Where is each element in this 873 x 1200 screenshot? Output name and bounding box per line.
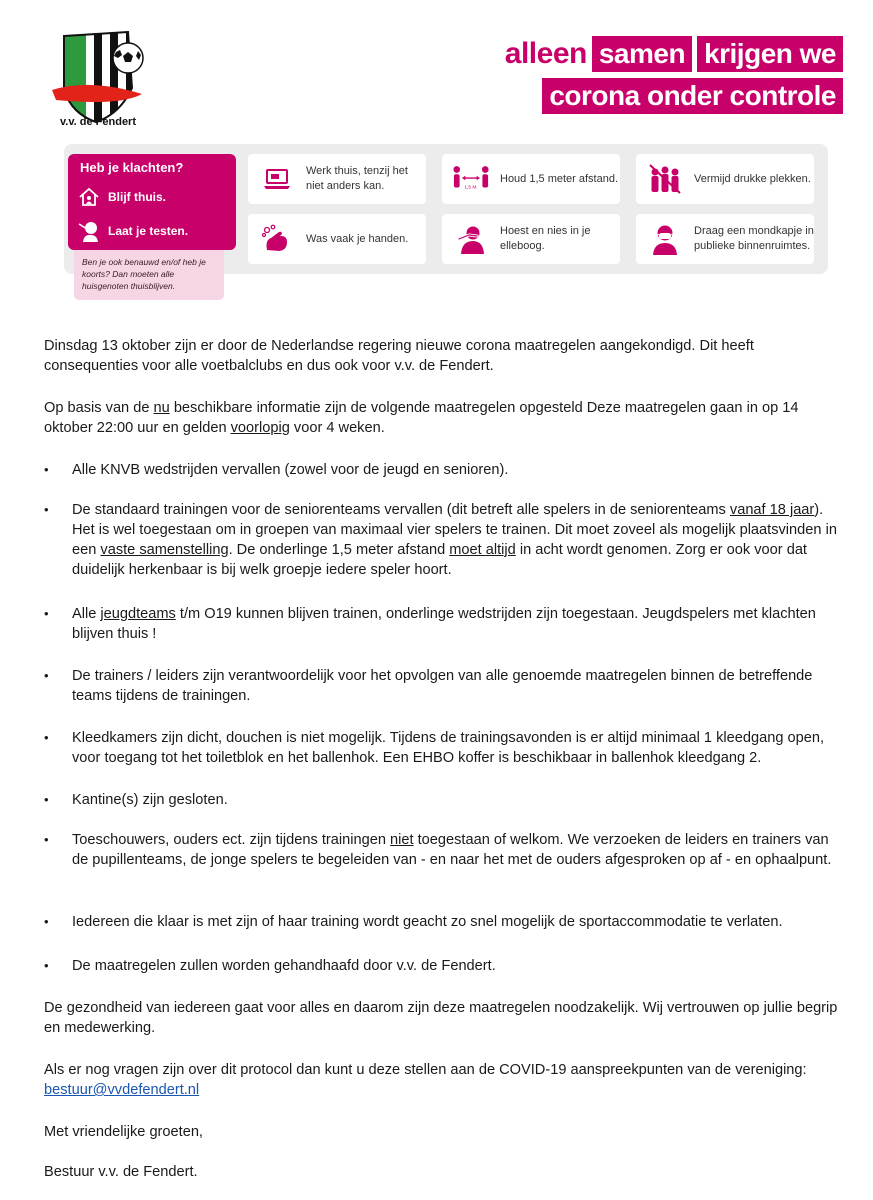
club-crest-icon: [50, 28, 150, 124]
bullet-youth-teams-text: [72, 604, 844, 644]
bullet-icon: •: [44, 668, 49, 683]
face-mask-icon: [646, 220, 684, 258]
slogan-box-krijgen-we: krijgen we: [697, 36, 843, 72]
slogan-banner: [483, 36, 843, 120]
bullet-senior-training-text: [72, 500, 844, 580]
tip-wash-hands: [248, 214, 426, 264]
bullet-enforcement-text: De maatregelen zullen worden gehandhaafd door v.v. de Fendert.: [72, 958, 496, 974]
distance-icon: [452, 160, 490, 198]
get-tested-text: Laat je testen.: [108, 224, 189, 238]
test-swab-icon: [78, 220, 100, 242]
email-link[interactable]: bestuur@vvdefendert.nl: [44, 1082, 200, 1098]
basis-paragraph: [44, 398, 844, 438]
bullet-knvb: [44, 460, 844, 480]
underlined-moet-altijd: moet altijd: [449, 542, 516, 558]
tip-face-mask: [636, 214, 814, 264]
slogan-box-samen: samen: [592, 36, 692, 72]
signature: Bestuur v.v. de Fendert.: [44, 1164, 198, 1180]
crowd-icon: [646, 160, 684, 198]
club-name: v.v. de Fendert: [60, 116, 137, 128]
bullet-youth-teams: [44, 604, 844, 644]
spectators-part-a: Toeschouwers, ouders ect. zijn tijdens trainingen: [72, 832, 390, 848]
bullet-icon: •: [44, 914, 49, 929]
underlined-jeugdteams: jeugdteams: [100, 606, 176, 622]
slogan-line-1: [483, 36, 843, 72]
spectators-part-b: toegestaan of welkom. We verzoeken de leiders en trainers van de pupillenteams, de jonge spelers te begeleiden van - en naar het met de ouders afgesproken op af - en ophaalpunt.: [72, 832, 832, 868]
cough-elbow-icon: [452, 220, 490, 258]
bullet-senior-training: [44, 500, 844, 580]
underlined-nu: nu: [153, 400, 170, 416]
get-tested-row: [78, 220, 188, 242]
slogan-box-corona: corona onder controle: [542, 78, 843, 114]
basis-part-b: beschikbare informatie zijn de volgende maatregelen opgesteld Deze maatregelen gaan in op 14 oktober 22:00 uur en gelden: [44, 400, 799, 436]
bullet-leave-quickly-text: Iedereen die klaar is met zijn of haar training wordt geacht zo snel mogelijk de sportaccommodatie te verlaten.: [72, 914, 783, 930]
youth-part-a: Alle: [72, 606, 101, 622]
bullet-icon: •: [44, 606, 49, 621]
senior-part-c: . De onderlinge 1,5 meter afstand: [228, 542, 450, 558]
slogan-word-alleen: alleen: [504, 37, 587, 70]
complaints-note: Ben je ook benauwd en/of heb je koorts? Dan moeten alle huisgenoten thuisblijven.: [74, 250, 224, 300]
tip-work-home-text: Werk thuis, tenzij het niet anders kan.: [306, 165, 408, 192]
tip-cough-elbow: [442, 214, 620, 264]
bullet-leave-quickly: [44, 912, 844, 932]
tip-avoid-crowds-text: Vermijd drukke plekken.: [694, 172, 811, 185]
bullet-trainers-text: De trainers / leiders zijn verantwoordelijk voor het opvolgen van alle genoemde maatregelen binnen de betreffende teams tijdens de trainingen.: [72, 668, 813, 704]
tip-cough-elbow-text: Hoest en nies in je elleboog.: [500, 225, 591, 252]
intro-paragraph: Dinsdag 13 oktober zijn er door de Nederlandse regering nieuwe corona maatregelen aangekondigd. Dit heeft consequenties voor alle voetbalclubs en dus ook voor v.v. de Fendert.: [44, 338, 754, 374]
basis-part-c: voor 4 weken.: [289, 420, 385, 436]
bullet-icon: •: [44, 792, 49, 807]
bullet-canteen-text: Kantine(s) zijn gesloten.: [72, 792, 228, 808]
basis-part-a: Op basis van de: [44, 400, 154, 416]
bullet-spectators-text: [72, 830, 844, 870]
bullet-trainers: [44, 666, 844, 706]
senior-part-b: ). Het is wel toegestaan om in groepen van maximaal vier spelers te trainen. Dit moet zoveel als mogelijk plaatsvinden in een: [72, 502, 837, 558]
bullet-icon: •: [44, 730, 49, 745]
underlined-vaste-samenstelling: vaste samenstelling: [100, 542, 229, 558]
questions-paragraph: [44, 1060, 807, 1100]
bullet-icon: •: [44, 832, 49, 847]
bullet-icon: •: [44, 462, 49, 477]
complaints-title: Heb je klachten?: [80, 160, 184, 175]
laptop-icon: [258, 160, 296, 198]
underlined-vanaf-18-jaar: vanaf 18 jaar: [729, 502, 815, 518]
tip-distance: [442, 154, 620, 204]
complaints-box: [68, 154, 236, 250]
house-icon: [78, 186, 100, 208]
tip-avoid-crowds: [636, 154, 814, 204]
hand-wash-icon: [258, 220, 296, 258]
bullet-dressing-rooms: [44, 728, 844, 768]
bullet-spectators: [44, 830, 844, 870]
bullet-icon: •: [44, 958, 49, 973]
tip-wash-hands-text: Was vaak je handen.: [306, 232, 409, 245]
distance-icon-label: 1,5 M.: [464, 185, 478, 191]
senior-part-a: De standaard trainingen voor de seniorenteams vervallen (dit betreft alle spelers in de seniorenteams: [72, 502, 730, 518]
bullet-dressing-rooms-text: Kleedkamers zijn dicht, douchen is niet mogelijk. Tijdens de trainingsavonden is er altijd minimaal 1 kleedgang open, voor toegang tot het toiletblok en het ballenhok. Een EHBO koffer is beschikbaar in ballenhok kleedgang 2.: [72, 730, 825, 766]
slogan-line-2: [483, 78, 843, 114]
questions-text: Als er nog vragen zijn over dit protocol dan kunt u deze stellen aan de COVID-19 aanspreekpunten van de vereniging:: [44, 1062, 807, 1078]
underlined-niet: niet: [390, 832, 414, 848]
greeting: Met vriendelijke groeten,: [44, 1124, 203, 1140]
bullet-knvb-text: Alle KNVB wedstrijden vervallen (zowel voor de jeugd en senioren).: [72, 462, 509, 478]
youth-part-b: t/m O19 kunnen blijven trainen, onderlinge wedstrijden zijn toegestaan. Jeugdspelers met klachten blijven thuis !: [72, 606, 816, 642]
bullet-icon: •: [44, 502, 49, 517]
health-paragraph: De gezondheid van iedereen gaat voor alles en daarom zijn deze maatregelen noodzakelijk. Wij vertrouwen op jullie begrip en medewerking.: [44, 1000, 838, 1036]
stay-home-row: [78, 186, 166, 208]
bullet-enforcement: [44, 956, 844, 976]
tip-face-mask-text: Draag een mondkapje in publieke binnenruimtes.: [694, 225, 814, 252]
tip-distance-text: Houd 1,5 meter afstand.: [500, 172, 619, 185]
stay-home-text: Blijf thuis.: [108, 190, 166, 204]
senior-part-d: in acht wordt genomen. Zorg er ook voor dat duidelijk herkenbaar is bij welk groepje iedere speler hoort.: [72, 542, 807, 578]
underlined-voorlopig: voorlopig: [230, 420, 290, 436]
tip-work-home: [248, 154, 426, 204]
bullet-canteen: [44, 790, 844, 810]
